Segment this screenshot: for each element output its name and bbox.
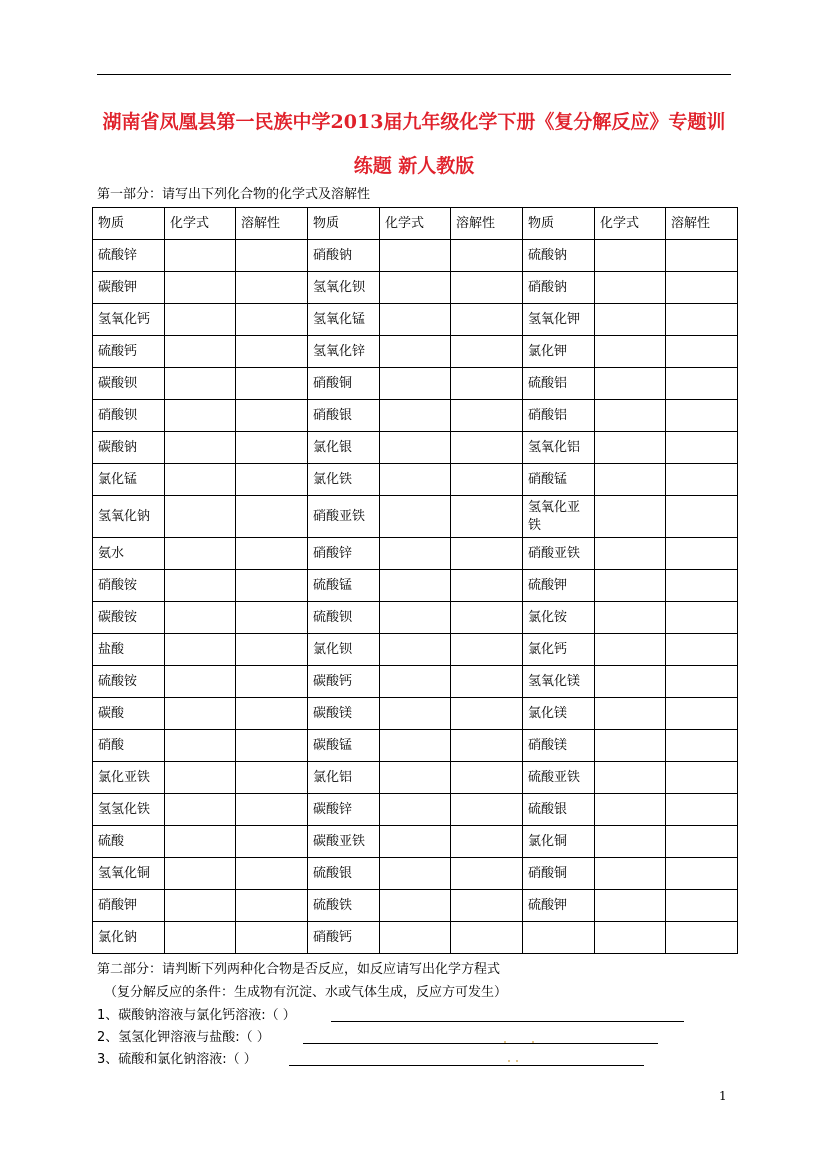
solubility-cell[interactable] [451, 826, 523, 858]
substance-cell: 硫酸 [93, 826, 165, 858]
substance-cell: 硫酸钡 [308, 602, 380, 634]
solubility-cell[interactable] [236, 432, 308, 464]
solubility-cell[interactable] [666, 922, 738, 954]
formula-cell[interactable] [380, 570, 451, 602]
formula-cell[interactable] [165, 762, 236, 794]
table-row [93, 762, 738, 794]
substance-cell: 硫酸钙 [93, 336, 165, 368]
substance-cell: 硫酸钾 [523, 570, 595, 602]
table-row [93, 602, 738, 634]
substance-cell: 硫酸铁 [308, 890, 380, 922]
formula-cell[interactable] [380, 762, 451, 794]
formula-cell[interactable] [595, 538, 666, 570]
solubility-cell[interactable] [451, 432, 523, 464]
solubility-cell[interactable] [451, 336, 523, 368]
substance-cell: 氢氧化铝 [523, 432, 595, 464]
substance-cell: 硝酸钙 [308, 922, 380, 954]
formula-cell[interactable] [380, 432, 451, 464]
question-3: 3、硫酸和氯化钠溶液:（ ） [97, 1052, 257, 1067]
solubility-cell[interactable] [451, 698, 523, 730]
formula-cell[interactable] [165, 432, 236, 464]
formula-cell[interactable] [595, 890, 666, 922]
formula-cell[interactable] [380, 602, 451, 634]
substance-cell: 氢氧化铜 [93, 858, 165, 890]
solubility-cell[interactable] [451, 666, 523, 698]
solubility-cell[interactable] [236, 826, 308, 858]
solubility-cell[interactable] [236, 794, 308, 826]
table-row [93, 858, 738, 890]
formula-cell[interactable] [165, 794, 236, 826]
substance-cell: 硝酸锰 [523, 464, 595, 496]
table-row [93, 496, 738, 538]
solubility-cell[interactable] [236, 400, 308, 432]
formula-cell[interactable] [380, 538, 451, 570]
solubility-cell[interactable] [666, 496, 738, 538]
substance-cell: 硫酸锌 [93, 240, 165, 272]
formula-cell[interactable] [380, 858, 451, 890]
header-rule [97, 74, 731, 75]
formula-cell[interactable] [380, 826, 451, 858]
formula-cell[interactable] [165, 858, 236, 890]
solubility-cell[interactable] [451, 538, 523, 570]
formula-cell[interactable] [165, 464, 236, 496]
substance-cell: 氯化钾 [523, 336, 595, 368]
formula-cell[interactable] [380, 240, 451, 272]
table-row [93, 890, 738, 922]
substance-cell: 硝酸钡 [93, 400, 165, 432]
solubility-cell[interactable] [236, 464, 308, 496]
question-1: 1、碳酸钠溶液与氯化钙溶液:（ ） [97, 1008, 296, 1023]
solubility-cell[interactable] [666, 400, 738, 432]
substance-cell: 硝酸铜 [523, 858, 595, 890]
formula-cell[interactable] [165, 272, 236, 304]
substance-cell: 氯化铁 [308, 464, 380, 496]
substance-cell: 硝酸铵 [93, 570, 165, 602]
substance-cell: 碳酸铵 [93, 602, 165, 634]
solubility-cell[interactable] [666, 272, 738, 304]
formula-cell[interactable] [595, 634, 666, 666]
formula-cell[interactable] [595, 826, 666, 858]
formula-cell[interactable] [595, 570, 666, 602]
solubility-cell[interactable] [666, 602, 738, 634]
table-row [93, 336, 738, 368]
document-title-line-1: 湖南省凤凰县第一民族中学2013届九年级化学下册《复分解反应》专题训 [102, 111, 726, 133]
solubility-cell[interactable] [666, 762, 738, 794]
substance-cell: 硫酸铝 [523, 368, 595, 400]
solubility-cell[interactable] [236, 570, 308, 602]
solubility-cell[interactable] [236, 762, 308, 794]
formula-cell[interactable] [595, 240, 666, 272]
substance-cell: 氢氧化钾 [523, 304, 595, 336]
formula-cell[interactable] [595, 922, 666, 954]
substance-cell: 碳酸钡 [93, 368, 165, 400]
solubility-cell[interactable] [451, 272, 523, 304]
substance-cell: 氯化镁 [523, 698, 595, 730]
substance-cell: 硝酸亚铁 [308, 496, 380, 538]
table-row [93, 730, 738, 762]
substance-cell: 硫酸银 [308, 858, 380, 890]
formula-cell[interactable] [165, 570, 236, 602]
solubility-cell[interactable] [236, 890, 308, 922]
substance-cell: 氢氧化镁 [523, 666, 595, 698]
table-header-cell: 化学式 [595, 208, 666, 240]
table-header-cell: 物质 [93, 208, 165, 240]
formula-cell[interactable] [595, 336, 666, 368]
solubility-cell[interactable] [451, 794, 523, 826]
formula-cell[interactable] [165, 666, 236, 698]
solubility-cell[interactable] [236, 698, 308, 730]
formula-cell[interactable] [165, 538, 236, 570]
answer-line-2[interactable] [303, 1043, 658, 1044]
formula-cell[interactable] [165, 826, 236, 858]
formula-cell[interactable] [165, 240, 236, 272]
substance-cell: 碳酸钙 [308, 666, 380, 698]
formula-cell[interactable] [380, 794, 451, 826]
substance-cell: 硝酸铜 [308, 368, 380, 400]
formula-cell[interactable] [595, 730, 666, 762]
formula-cell[interactable] [595, 794, 666, 826]
formula-cell[interactable] [595, 602, 666, 634]
substance-cell: 氢氧化钠 [93, 496, 165, 538]
formula-cell[interactable] [380, 634, 451, 666]
formula-cell[interactable] [380, 496, 451, 538]
substance-cell: 硝酸镁 [523, 730, 595, 762]
solubility-cell[interactable] [666, 570, 738, 602]
formula-cell[interactable] [165, 496, 236, 538]
solubility-cell[interactable] [666, 890, 738, 922]
solubility-cell[interactable] [666, 698, 738, 730]
substance-cell: 氢氢化铁 [93, 794, 165, 826]
table-row [93, 272, 738, 304]
substance-cell: 硝酸 [93, 730, 165, 762]
solubility-cell[interactable] [451, 570, 523, 602]
formula-cell[interactable] [595, 400, 666, 432]
speck-mark [504, 1041, 506, 1043]
substance-cell: 氢氧化钙 [93, 304, 165, 336]
part2-note: （复分解反应的条件：生成物有沉淀、水或气体生成，反应方可发生） [104, 985, 508, 1000]
solubility-cell[interactable] [451, 634, 523, 666]
formula-cell[interactable] [595, 858, 666, 890]
solubility-cell[interactable] [451, 496, 523, 538]
substance-cell: 硝酸银 [308, 400, 380, 432]
solubility-cell[interactable] [666, 858, 738, 890]
part2-label: 第二部分：请判断下列两种化合物是否反应，如反应请写出化学方程式 [97, 962, 501, 977]
table-header-cell: 物质 [523, 208, 595, 240]
speck-mark [532, 1041, 534, 1043]
substance-cell: 碳酸钾 [93, 272, 165, 304]
solubility-cell[interactable] [236, 272, 308, 304]
substance-cell [523, 922, 595, 954]
substance-cell: 硝酸钾 [93, 890, 165, 922]
formula-cell[interactable] [595, 762, 666, 794]
formula-cell[interactable] [380, 698, 451, 730]
formula-cell[interactable] [165, 890, 236, 922]
table-header-cell: 化学式 [380, 208, 451, 240]
table-header-cell: 溶解性 [451, 208, 523, 240]
solubility-cell[interactable] [666, 432, 738, 464]
part1-label: 第一部分：请写出下列化合物的化学式及溶解性 [97, 187, 371, 202]
solubility-cell[interactable] [236, 538, 308, 570]
formula-cell[interactable] [165, 336, 236, 368]
formula-cell[interactable] [165, 698, 236, 730]
solubility-cell[interactable] [666, 538, 738, 570]
solubility-cell[interactable] [236, 368, 308, 400]
formula-cell[interactable] [595, 432, 666, 464]
solubility-cell[interactable] [451, 890, 523, 922]
formula-cell[interactable] [595, 304, 666, 336]
solubility-cell[interactable] [666, 336, 738, 368]
substance-cell: 硝酸钠 [308, 240, 380, 272]
substance-cell: 氯化铵 [523, 602, 595, 634]
formula-cell[interactable] [380, 368, 451, 400]
table-header-cell: 溶解性 [666, 208, 738, 240]
formula-cell[interactable] [380, 922, 451, 954]
substance-cell: 碳酸亚铁 [308, 826, 380, 858]
formula-cell[interactable] [165, 602, 236, 634]
formula-cell[interactable] [165, 730, 236, 762]
formula-cell[interactable] [165, 922, 236, 954]
solubility-cell[interactable] [666, 464, 738, 496]
table-row [93, 304, 738, 336]
formula-cell[interactable] [595, 666, 666, 698]
table-header-cell: 溶解性 [236, 208, 308, 240]
substance-cell: 氢氧化锌 [308, 336, 380, 368]
substance-cell: 氯化铝 [308, 762, 380, 794]
table-row [93, 240, 738, 272]
substance-cell: 氯化银 [308, 432, 380, 464]
solubility-cell[interactable] [236, 336, 308, 368]
speck-mark [516, 1060, 518, 1062]
table-row [93, 634, 738, 666]
solubility-cell[interactable] [666, 240, 738, 272]
formula-cell[interactable] [165, 634, 236, 666]
solubility-cell[interactable] [236, 304, 308, 336]
solubility-cell[interactable] [666, 368, 738, 400]
solubility-cell[interactable] [666, 634, 738, 666]
formula-cell[interactable] [595, 496, 666, 538]
substance-cell: 硝酸亚铁 [523, 538, 595, 570]
formula-cell[interactable] [380, 304, 451, 336]
answer-line-3[interactable] [289, 1065, 644, 1066]
substance-cell: 氯化锰 [93, 464, 165, 496]
formula-cell[interactable] [380, 400, 451, 432]
solubility-cell[interactable] [236, 240, 308, 272]
solubility-cell[interactable] [451, 464, 523, 496]
substance-cell: 氯化铜 [523, 826, 595, 858]
table-row [93, 538, 738, 570]
solubility-cell[interactable] [451, 304, 523, 336]
substance-cell: 硫酸钠 [523, 240, 595, 272]
substance-cell: 硝酸铝 [523, 400, 595, 432]
substance-cell: 硫酸银 [523, 794, 595, 826]
solubility-cell[interactable] [236, 666, 308, 698]
speck-mark [508, 1060, 510, 1062]
table-row [93, 794, 738, 826]
solubility-cell[interactable] [236, 602, 308, 634]
substance-cell: 硫酸铵 [93, 666, 165, 698]
table-header-cell: 化学式 [165, 208, 236, 240]
solubility-cell[interactable] [666, 304, 738, 336]
substance-cell: 硝酸锌 [308, 538, 380, 570]
table-row [93, 368, 738, 400]
solubility-cell[interactable] [236, 730, 308, 762]
table-header-cell: 物质 [308, 208, 380, 240]
substance-cell: 碳酸镁 [308, 698, 380, 730]
substance-cell: 碳酸钠 [93, 432, 165, 464]
solubility-cell[interactable] [451, 922, 523, 954]
solubility-cell[interactable] [236, 858, 308, 890]
compound-table [92, 207, 738, 954]
substance-cell: 氢氧化钡 [308, 272, 380, 304]
table-row [93, 464, 738, 496]
solubility-cell[interactable] [451, 602, 523, 634]
substance-cell: 碳酸锰 [308, 730, 380, 762]
solubility-cell[interactable] [451, 240, 523, 272]
solubility-cell[interactable] [451, 858, 523, 890]
table-row [93, 698, 738, 730]
formula-cell[interactable] [595, 272, 666, 304]
table-row [93, 400, 738, 432]
substance-cell: 硫酸锰 [308, 570, 380, 602]
formula-cell[interactable] [595, 368, 666, 400]
solubility-cell[interactable] [451, 762, 523, 794]
table-row [93, 922, 738, 954]
substance-cell: 氯化亚铁 [93, 762, 165, 794]
document-title-line-2: 练题 新人教版 [353, 155, 475, 177]
formula-cell[interactable] [380, 336, 451, 368]
substance-cell: 硫酸钾 [523, 890, 595, 922]
table-row [93, 826, 738, 858]
substance-cell: 碳酸锌 [308, 794, 380, 826]
formula-cell[interactable] [380, 464, 451, 496]
formula-cell[interactable] [380, 272, 451, 304]
substance-cell: 盐酸 [93, 634, 165, 666]
page-number: 1 [719, 1089, 727, 1103]
solubility-cell[interactable] [666, 826, 738, 858]
solubility-cell[interactable] [666, 730, 738, 762]
substance-cell: 氢氧化亚铁 [523, 496, 595, 538]
formula-cell[interactable] [165, 400, 236, 432]
formula-cell[interactable] [380, 666, 451, 698]
table-header-row [93, 208, 738, 240]
table-row [93, 432, 738, 464]
solubility-cell[interactable] [451, 730, 523, 762]
table-row [93, 570, 738, 602]
question-2: 2、氢氢化钾溶液与盐酸:（ ） [97, 1030, 270, 1045]
formula-cell[interactable] [595, 464, 666, 496]
formula-cell[interactable] [165, 368, 236, 400]
substance-cell: 硫酸亚铁 [523, 762, 595, 794]
table-row [93, 666, 738, 698]
solubility-cell[interactable] [236, 922, 308, 954]
substance-cell: 氨水 [93, 538, 165, 570]
solubility-cell[interactable] [236, 496, 308, 538]
solubility-cell[interactable] [451, 368, 523, 400]
substance-cell: 氯化钠 [93, 922, 165, 954]
substance-cell: 氯化钡 [308, 634, 380, 666]
formula-cell[interactable] [165, 304, 236, 336]
solubility-cell[interactable] [451, 400, 523, 432]
substance-cell: 碳酸 [93, 698, 165, 730]
solubility-cell[interactable] [666, 666, 738, 698]
formula-cell[interactable] [595, 698, 666, 730]
formula-cell[interactable] [380, 890, 451, 922]
formula-cell[interactable] [380, 730, 451, 762]
solubility-cell[interactable] [236, 634, 308, 666]
substance-cell: 氯化钙 [523, 634, 595, 666]
substance-cell: 硝酸钠 [523, 272, 595, 304]
substance-cell: 氢氧化锰 [308, 304, 380, 336]
answer-line-1[interactable] [331, 1021, 684, 1022]
solubility-cell[interactable] [666, 794, 738, 826]
